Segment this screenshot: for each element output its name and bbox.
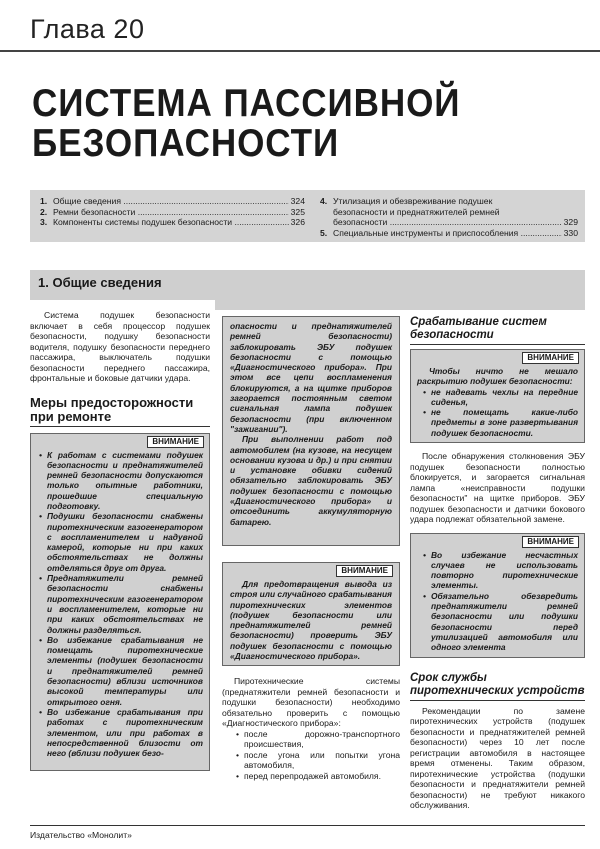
warning-item: • Во избежание срабатывания не помещать пиротехнические элементы (подушек безопасности и преднатяжителей ремней безопасности) вблизи источников высокой температуры или открытого огня. <box>39 635 203 707</box>
warning-box-continued <box>222 316 400 546</box>
title-line-1: СИСТЕМА ПАССИВНОЙ <box>32 82 461 125</box>
section-title: 1. Общие сведения <box>38 275 162 290</box>
toc-item[interactable]: 4. Утилизация и обезвреживание подушек <box>320 196 493 206</box>
service-life-heading: Срок службы пиротехнических устройств <box>410 671 585 697</box>
warning-item: • К работам с системами подушек безопасности и преднатяжителей ремней безопасности допускаются только опытные работники, прошедшие специальную подготовку. <box>39 450 203 512</box>
warning-box <box>222 562 400 666</box>
warning-item: • Обязательно обезвредить преднатяжители ремней безопасности или подушки безопасности перед утилизацией автомобиля или одного элемента <box>423 591 578 653</box>
toc-right-column <box>320 196 578 238</box>
warning-item: • Во избежание несчастных случаев не использовать повторно пиротехнические элементы. <box>423 550 578 591</box>
page-title <box>32 84 460 164</box>
intro-paragraph: Система подушек безопасности включает в себя процессор подушек безопасности, подушку безопасности водителя, подушку безопасности переднего пассажира, выключатель подушки безопасности переднего пассажира, фронтальные и боковые датчики удара. <box>30 310 210 383</box>
warning-badge: ВНИМАНИЕ <box>147 436 204 448</box>
heading-underline <box>410 700 585 701</box>
check-paragraph: Пиротехнические системы (преднатяжители ремней безопасности и подушки безопасности) необходимо обязательно проверить с помощью «Диагностического прибора»: <box>222 676 400 728</box>
warning-item: • Подушки безопасности снабжены пиротехническим газогенератором с воспламенителем и надувной камерой, которые ни при каких обстоятельствах не должны отделяться друг от друга. <box>39 511 203 573</box>
list-item: • после дорожно-транспортного происшествия, <box>236 729 400 750</box>
toc-item[interactable]: 5. Специальные инструменты и приспособления ..... 330 <box>320 228 578 239</box>
warning-text: Для предотвращения вывода из строя или случайного срабатывания пиротехнических элементов (подушек безопасности или преднатяжителей ремней безопасности) проверить ЭБУ подушек безопасности с помощью «Диагностического прибора». <box>230 579 392 662</box>
warning-badge: ВНИМАНИЕ <box>522 536 579 548</box>
collision-paragraph: После обнаружения столкновения ЭБУ подушек безопасности полностью блокируется, и загорается сигнальная лампа «неисправности подушки безопасности" на щитке приборов. ЭБУ подушек безопасности и датчики бокового удара подлежат обязательной замене. <box>410 451 585 525</box>
toc-item-continued: безопасности ..... 329 <box>320 217 578 228</box>
warning-item: • не помещать какие-либо предметы в зоне развертывания подушек безопасности. <box>423 407 578 438</box>
warning-item: • Преднатяжители ремней безопасности снабжены пиротехническим газогенератором и воспламенителем, которые ни при каких обстоятельствах не должны разделяться. <box>39 573 203 635</box>
service-life-paragraph: Рекомендации по замене пиротехнических устройств (подушек безопасности и преднатяжителей ремней безопасности) через 10 лет после регистрации автомобиля в настоящее время отменены. Таким образом, пиротехнические устройства (подушки безопасности и преднатяжители ремней безопасности) не требуют никакого обслуживания. <box>410 705 585 811</box>
deployment-heading: Срабатывание систем безопасности <box>410 316 547 341</box>
toc-item[interactable]: 1. Общие сведения ..... 324 <box>40 196 305 207</box>
list-item: • перед перепродажей автомобиля. <box>236 771 400 782</box>
chapter-divider <box>0 50 600 52</box>
warning-box <box>30 433 210 771</box>
warning-text: При выполнении работ под автомобилем (на кузове, на несущем основании кузова и др.) и при снятии и установке обивки сидений обязательно заблокировать ЭБУ подушек безопасности с помощью «Диагностического прибора» и отсоединить аккумуляторную батарею. <box>230 434 392 527</box>
column-1 <box>30 310 210 771</box>
toc-item[interactable]: 3. Компоненты системы подушек безопасности ..... 326 <box>40 217 305 228</box>
publisher-footer: Издательство «Монолит» <box>30 830 132 840</box>
section-header-bar-extension <box>215 300 585 310</box>
table-of-contents <box>30 190 585 242</box>
toc-item[interactable]: 2. Ремни безопасности ..... 325 <box>40 207 305 218</box>
warning-box <box>410 349 585 443</box>
footer-divider <box>30 825 585 826</box>
warning-badge: ВНИМАНИЕ <box>522 352 579 364</box>
heading-underline <box>30 426 210 427</box>
list-item: • после угона или попытки угона автомобиля, <box>236 750 400 771</box>
warning-text: опасности и преднатяжителей ремней безопасности) заблокировать ЭБУ подушек безопасности с помощью «Диагностического прибора». При этом все цепи воспламенения блокируются, а на щитке приборов загорается постоянным светом сигнальная лампа подушек безопасности (при включенном "зажигании"). <box>230 321 392 434</box>
column-2 <box>222 316 400 781</box>
toc-left-column <box>40 196 305 228</box>
toc-item-continued: безопасности и преднатяжителей ремней <box>333 206 500 217</box>
heading-underline <box>410 344 585 345</box>
warning-item: • не надевать чехлы на передние сиденья, <box>423 387 578 408</box>
warning-box <box>410 533 585 658</box>
precautions-heading: Меры предосторожности при ремонте <box>30 394 194 424</box>
title-line-2: БЕЗОПАСНОСТИ <box>32 122 340 165</box>
warning-item: • Во избежание срабатывания при работах с пиротехническим элементом, или при работах в непосредственной близости от него (вблизи подушек безо- <box>39 707 203 758</box>
warning-badge: ВНИМАНИЕ <box>336 565 393 577</box>
chapter-label: Глава 20 <box>30 14 145 44</box>
warning-text: Чтобы ничто не мешало раскрытию подушек безопасности: <box>417 366 578 387</box>
column-3 <box>410 316 585 811</box>
